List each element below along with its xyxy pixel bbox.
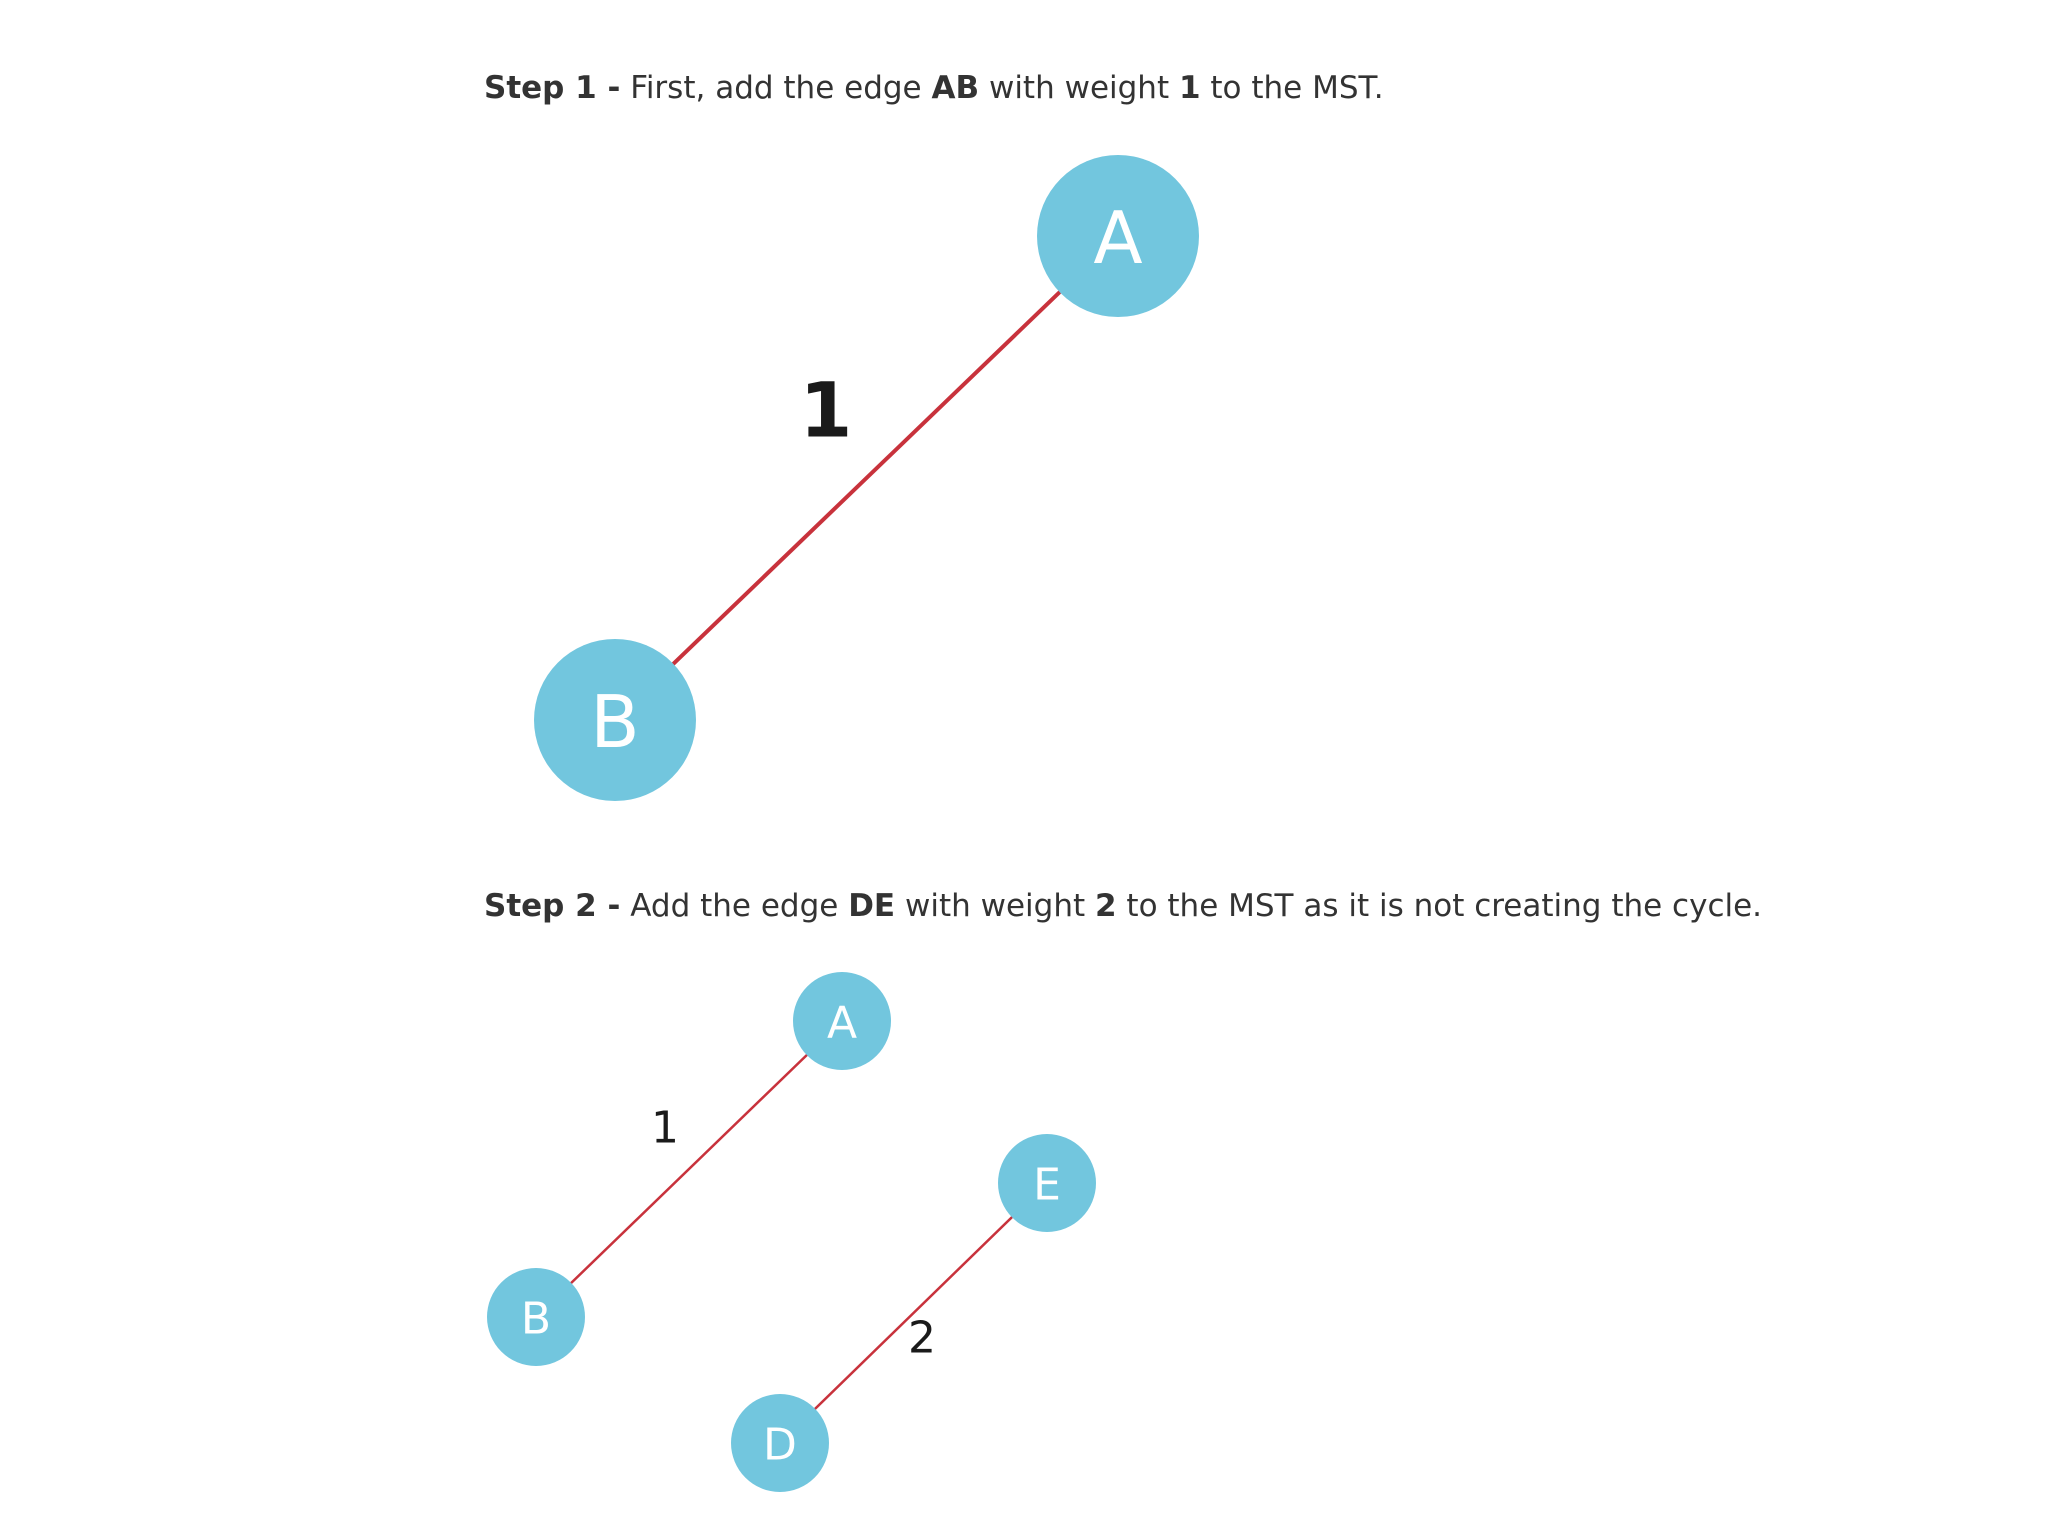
node-e-label: E <box>1033 1159 1061 1211</box>
node-b <box>534 639 696 801</box>
node-a-label: A <box>826 997 858 1049</box>
step-2-text-3: to the MST as it is not creating the cycle. <box>1116 888 1763 924</box>
step-1-weight: 1 <box>1178 70 1201 106</box>
step-1-text-1: First, add the edge <box>620 70 932 106</box>
node-a <box>1037 155 1199 317</box>
edge-weight-ab: 1 <box>651 1102 679 1154</box>
step-1-text-3: to the MST. <box>1200 70 1384 106</box>
step-1-edge-name: AB <box>931 70 980 106</box>
node-d <box>731 1394 829 1492</box>
edge-ab <box>615 236 1118 720</box>
node-d-label: D <box>763 1419 797 1471</box>
step-1-text-2: with weight <box>979 70 1179 106</box>
step-2-graph <box>0 860 2048 1536</box>
edge-weight-ed: 2 <box>908 1312 936 1364</box>
node-a-label: A <box>1093 196 1143 280</box>
step-2-text-2: with weight <box>895 888 1095 924</box>
step-1-label: Step 1 - <box>484 70 621 106</box>
step-2-edge-name: DE <box>848 888 896 924</box>
step-2-label: Step 2 - <box>484 888 621 924</box>
node-b-label: B <box>590 680 640 764</box>
node-a <box>793 972 891 1070</box>
step-2-weight: 2 <box>1094 888 1117 924</box>
node-b <box>487 1268 585 1366</box>
node-b-label: B <box>520 1293 552 1345</box>
edge-ab <box>536 1021 842 1317</box>
step-2-text-1: Add the edge <box>620 888 849 924</box>
edge-weight-ab: 1 <box>799 365 853 455</box>
node-e <box>998 1134 1096 1232</box>
